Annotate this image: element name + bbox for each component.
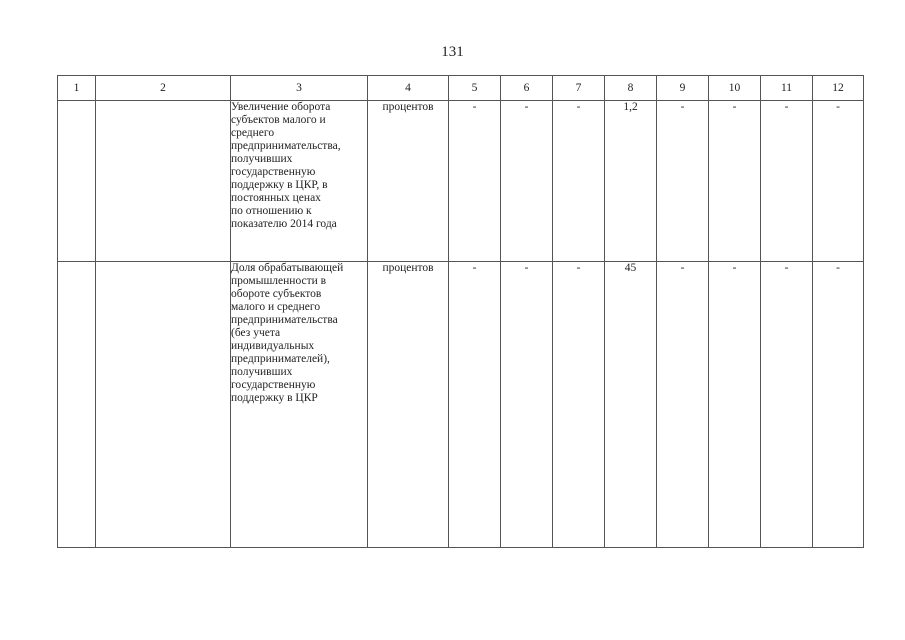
column-header: 3 xyxy=(231,76,368,101)
column-header: 7 xyxy=(553,76,605,101)
indicator-name: Доля обрабатывающей промышленности в обороте субъектов малого и среднего предпринимательства (без учета индивидуальных предпринимателей), получивших государственную поддержку в ЦКР xyxy=(231,262,368,548)
value-cell: 45 xyxy=(605,262,657,548)
indicators-table xyxy=(57,75,864,548)
value-cell: - xyxy=(449,262,501,548)
value-cell: - xyxy=(761,101,813,262)
value-cell: - xyxy=(761,262,813,548)
value-cell: - xyxy=(813,262,864,548)
value-cell: - xyxy=(553,262,605,548)
unit-cell: процентов xyxy=(368,262,449,548)
column-header: 10 xyxy=(709,76,761,101)
column-header: 8 xyxy=(605,76,657,101)
table-cell xyxy=(96,101,231,262)
unit-cell: процентов xyxy=(368,101,449,262)
column-number-row xyxy=(58,76,864,101)
column-header: 11 xyxy=(761,76,813,101)
column-header: 5 xyxy=(449,76,501,101)
column-header: 9 xyxy=(657,76,709,101)
value-cell: - xyxy=(553,101,605,262)
column-header: 12 xyxy=(813,76,864,101)
value-cell: - xyxy=(657,262,709,548)
column-header: 2 xyxy=(96,76,231,101)
indicator-name: Увеличение оборота субъектов малого и среднего предпринимательства, получивших государственную поддержку в ЦКР, в постоянных ценах по отношению к показателю 2014 года xyxy=(231,101,368,262)
table-row xyxy=(58,101,864,262)
value-cell: 1,2 xyxy=(605,101,657,262)
value-cell: - xyxy=(657,101,709,262)
value-cell: - xyxy=(501,262,553,548)
value-cell: - xyxy=(709,101,761,262)
column-header: 6 xyxy=(501,76,553,101)
column-header: 4 xyxy=(368,76,449,101)
value-cell: - xyxy=(709,262,761,548)
table-row xyxy=(58,262,864,548)
table-cell xyxy=(58,262,96,548)
table-cell xyxy=(96,262,231,548)
value-cell: - xyxy=(449,101,501,262)
value-cell: - xyxy=(813,101,864,262)
column-header: 1 xyxy=(58,76,96,101)
value-cell: - xyxy=(501,101,553,262)
table-cell xyxy=(58,101,96,262)
page-number: 131 xyxy=(441,44,464,60)
